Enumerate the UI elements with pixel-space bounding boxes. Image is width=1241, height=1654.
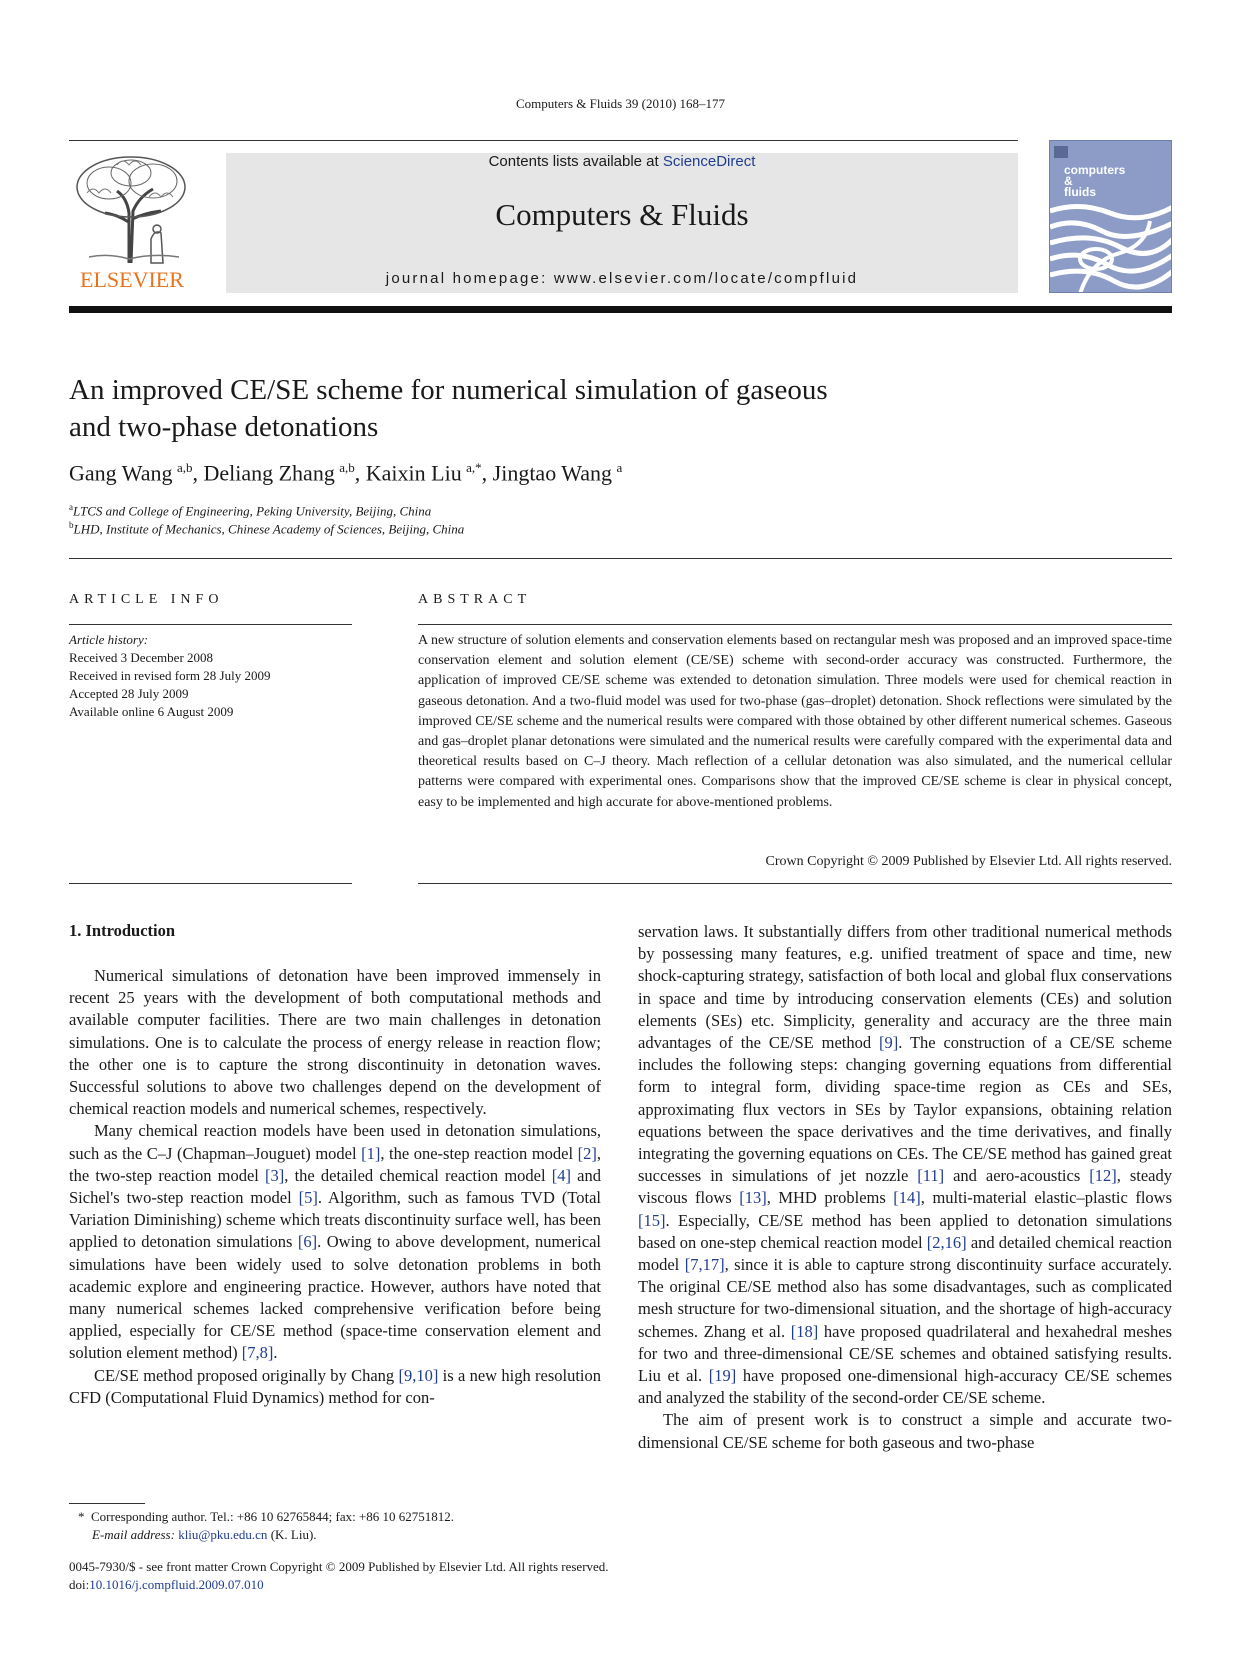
front-matter-info [69, 1558, 609, 1594]
citation-ref-link[interactable]: [19] [708, 1366, 737, 1386]
citation-ref-link[interactable]: [5] [298, 1188, 318, 1208]
footnote-rule [69, 1503, 145, 1504]
intro-heading: 1. Introduction [69, 921, 176, 940]
paragraph-text: have proposed one-dimensional high-accuracy CE/SE schemes and analyzed the stability of the second-order CE/SE scheme. [638, 1366, 1172, 1408]
paragraph-text: . The construction of a CE/SE scheme includes the following steps: changing governing equations from differential form to integral form, dividing space-time region as CEs and SEs, approximating flux vectors in SEs by Taylor expansions, obtaining relation equations between the space derivatives and the time derivatives, and finally integrating the governing equations on CEs. The CE/SE method has gained great successes in simulations of jet nozzle [638, 1033, 1173, 1186]
history-entry: Accepted 28 July 2009 [69, 686, 189, 701]
paragraph-text: . Owing to above development, numerical simulations have been widely used to solve detonation problems in both academic explore and engineering practice. However, authors have noted that many numerical schemes lacked comprehensive verification before being applied, especially for CE/SE method (space-time conservation element and solution element method) [69, 1232, 601, 1363]
history-entry: Available online 6 August 2009 [69, 704, 234, 719]
citation-ref-link[interactable]: [4] [551, 1165, 571, 1185]
author-list [69, 460, 969, 486]
abstract-copyright: Crown Copyright © 2009 Published by Elsevier Ltd. All rights reserved. [765, 854, 1172, 869]
affiliation-text: LTCS and College of Engineering, Peking University, Beijing, China [73, 503, 432, 519]
author-affil-mark: a,* [466, 460, 482, 475]
author-name[interactable]: Kaixin Liu [365, 460, 462, 486]
paragraph-text: servation laws. It substantially differs from other traditional numerical methods by possessing many features, e.g. unified treatment of space and time, new shock-capturing strategy, satisfaction of both local and global flux conservations in space and time by introducing conservation elements (CEs) and solution elements (SEs) etc. Simplicity, generality and accuracy are the three main advantages of the CE/SE method [638, 922, 1172, 1053]
affiliation-b [69, 520, 464, 537]
cover-title [1064, 165, 1125, 198]
author-name[interactable]: Jingtao Wang [492, 460, 613, 486]
history-entry: Received in revised form 28 July 2009 [69, 668, 271, 683]
citation-ref-link[interactable]: [3] [265, 1165, 285, 1185]
intro-paragraph [638, 921, 1172, 1409]
affiliation-mark: b [69, 520, 74, 530]
intro-right-column [638, 921, 1172, 1454]
citation-ref-link[interactable]: [1] [361, 1143, 381, 1163]
doi-link[interactable]: 10.1016/j.compfluid.2009.07.010 [89, 1577, 264, 1592]
article-info-rule [69, 624, 352, 625]
author-separator: , [481, 460, 493, 486]
cover-title-line: fluids [1064, 185, 1096, 199]
elsevier-tree-icon [69, 153, 195, 265]
intro-paragraph: The aim of present work is to construct a simple and accurate two-dimensional CE/SE scheme for both gaseous and two-phase [638, 1410, 1172, 1452]
citation-ref-link[interactable]: [15] [638, 1210, 666, 1230]
paragraph-text: , the detailed chemical reaction model [284, 1165, 552, 1185]
citation-ref-link[interactable]: [7,8] [241, 1343, 274, 1363]
author-affil-mark: a [616, 460, 623, 475]
cover-title-line: computers [1064, 163, 1126, 177]
author-affil-mark: a,b [339, 460, 355, 475]
paragraph-text: , since it is able to capture strong discontinuity surface accurately. The original CE/SE method also has some disadvantages, such as complicated mesh structure for two-dimensional situation, and the shortage of high-accuracy schemes. Zhang et al. [638, 1255, 1172, 1341]
cover-title-line: & [1064, 174, 1073, 188]
footnote-marker: * [78, 1509, 85, 1524]
journal-name: Computers & Fluids [495, 197, 749, 232]
corresponding-author-footnote [78, 1508, 454, 1544]
citation-ref-link[interactable]: [7,17] [684, 1255, 725, 1275]
citation-ref-link[interactable]: [14] [893, 1188, 921, 1208]
paragraph-text: , steady viscous flows [638, 1166, 1172, 1208]
doi-label: doi: [69, 1577, 90, 1592]
email-suffix: (K. Liu). [267, 1527, 317, 1542]
paragraph-text: Many chemical reaction models have been used in detonation simulations, such as the C–J (Chapman–Jouguet) model [69, 1121, 601, 1163]
article-history-label: Article history: [69, 632, 149, 647]
article-title [69, 372, 969, 446]
author-email-link[interactable]: kliu@pku.edu.cn [178, 1527, 268, 1542]
paragraph-text: , the one-step reaction model [380, 1143, 578, 1163]
paragraph-text: , MHD problems [766, 1188, 894, 1208]
citation-ref-link[interactable]: [18] [790, 1321, 819, 1341]
author-separator: , [354, 460, 366, 486]
front-matter-line: 0045-7930/$ - see front matter Crown Copyright © 2009 Published by Elsevier Ltd. All rights reserved. [69, 1559, 609, 1574]
author-affil-mark: a,b [176, 460, 193, 475]
citation-ref-link[interactable]: [2,16] [926, 1232, 967, 1252]
intro-left-column [69, 965, 601, 1409]
citation-ref-link[interactable]: [2] [577, 1143, 597, 1163]
abstract-bottom-rule [418, 883, 1172, 884]
contents-available [226, 153, 1018, 170]
paragraph-text: and detailed chemical reaction model [638, 1232, 1172, 1275]
abstract-rule [418, 624, 1172, 625]
paragraph-text: and Sichel's two-step reaction model [69, 1165, 601, 1208]
citation-ref-link[interactable]: [13] [739, 1188, 767, 1208]
author-separator: , [192, 460, 204, 486]
article-title-line: and two-phase detonations [69, 411, 379, 443]
affiliation-text: LHD, Institute of Mechanics, Chinese Academy of Sciences, Beijing, China [73, 521, 465, 537]
intro-paragraph: Numerical simulations of detonation have been improved immensely in recent 25 years with the development of both computational methods and available computer facilities. There are two main challenges in detonation simulations. One is to calculate the process of energy release in reaction flow; the other one is to capture the strong discontinuity in detonation waves. Successful solutions to above two challenges depend on the development of chemical reaction models and numerical schemes, respectively. [69, 966, 601, 1119]
article-title-line: An improved CE/SE scheme for numerical simulation of gaseous [69, 374, 828, 406]
footnote-contact: Corresponding author. Tel.: +86 10 62765844; fax: +86 10 62751812. [91, 1509, 455, 1524]
paragraph-text: have proposed quadrilateral and hexahedral meshes for two and three-dimensional CE/SE schemes and obtained satisfying results. Liu et al. [638, 1321, 1172, 1386]
paragraph-text: CE/SE method proposed originally by Chang [94, 1365, 399, 1385]
article-history [69, 631, 349, 721]
abstract-heading: ABSTRACT [418, 592, 532, 607]
article-info-bottom-rule [69, 883, 352, 884]
journal-homepage[interactable]: journal homepage: www.elsevier.com/locate/compfluid [385, 270, 859, 287]
abstract-text: A new structure of solution elements and conservation elements based on rectangular mesh was proposed and an improved space-time conservation element and solution element (CE/SE) scheme with second-order accuracy was constructed. Furthermore, the application of improved CE/SE scheme was extended to detonation simulation. Three models were used for chemical reaction in gaseous detonation. And a two-fluid model was used for two-phase (gas–droplet) detonation. Shock reflections were simulated by the improved CE/SE scheme and the numerical results were compared with those obtained by other different numerical schemes. Gaseous and gas–droplet planar detonations were simulated and the numerical results were carefully compared with the experimental data and theoretical results based on C–J theory. Mach reflection of a cellular detonation was also simulated, and the numerical cellular patterns were compared with experimental ones. Comparisons show that the improved CE/SE scheme is clear in physical concept, easy to be implemented and high accurate for above-mentioned problems. [418, 633, 1172, 810]
citation-ref-link[interactable]: [9,10] [398, 1365, 439, 1385]
header-thick-rule [69, 306, 1172, 313]
intro-paragraph [69, 1365, 601, 1409]
paragraph-text: is a new high resolution CFD (Computational Fluid Dynamics) method for con- [69, 1365, 602, 1407]
section-rule [69, 558, 1172, 559]
journal-cover-thumbnail[interactable] [1049, 140, 1172, 293]
paragraph-text: . [273, 1343, 278, 1363]
paragraph-text: , multi-material elastic–plastic flows [920, 1188, 1172, 1208]
author-name[interactable]: Deliang Zhang [203, 460, 335, 486]
header-rule [69, 140, 1018, 141]
paragraph-text: . Algorithm, such as famous TVD (Total Variation Diminishing) scheme which treats discontinuity surface well, has been applied to detonation simulations [69, 1188, 601, 1252]
paragraph-text: . Especially, CE/SE method has been applied to detonation simulations based on one-step chemical reaction model [638, 1210, 1172, 1252]
article-info-heading: ARTICLE INFO [69, 592, 224, 607]
journal-banner [226, 153, 1018, 293]
journal-citation: Computers & Fluids 39 (2010) 168–177 [515, 96, 726, 111]
history-entry: Received 3 December 2008 [69, 650, 214, 665]
elsevier-logo[interactable] [69, 153, 195, 293]
contents-prefix: Contents lists available at [488, 153, 663, 170]
sciencedirect-link[interactable]: ScienceDirect [662, 153, 756, 170]
citation-ref-link[interactable]: [6] [297, 1232, 318, 1252]
citation-ref-link[interactable]: [11] [917, 1166, 945, 1186]
citation-ref-link[interactable]: [12] [1089, 1166, 1117, 1186]
elsevier-wordmark: ELSEVIER [80, 267, 184, 292]
affiliation-a [69, 502, 431, 519]
email-label: E-mail address: [92, 1527, 175, 1542]
citation-ref-link[interactable]: [9] [879, 1033, 899, 1053]
paragraph-text: , the two-step reaction model [69, 1143, 601, 1185]
author-name[interactable]: Gang Wang [69, 460, 173, 486]
paragraph-text: and aero-acoustics [944, 1166, 1090, 1186]
affiliation-mark: a [69, 502, 73, 512]
intro-paragraph [69, 1120, 601, 1364]
